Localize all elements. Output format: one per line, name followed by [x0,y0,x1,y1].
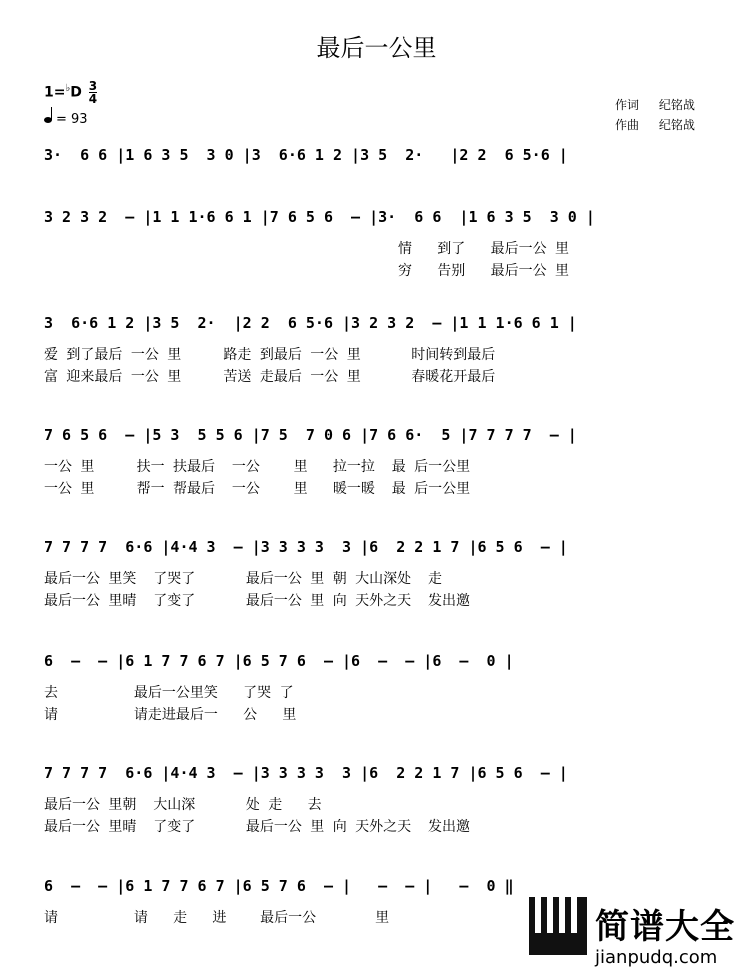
lyricist-name: 纪铭战 [658,98,695,112]
lyrics-verse-2: 请 请走进最后一 公 里 [44,707,297,723]
composer-label: 作曲 [615,118,640,132]
key-prefix: 1= [44,84,66,101]
lyrics-verse-1: 最后一公 里朝 大山深 处 走 去 [44,797,322,813]
notes: 7 7 7 7 6·6 |4·4 3 – |3 3 3 3 3 |6 2 2 1 7 |6 5 6 – | [44,538,568,556]
note-line [44,534,712,562]
note-line [44,204,712,232]
note-line [44,142,712,170]
lyrics-verse-1: 情 到了 最后一公 里 [44,241,570,257]
lyricist-credit [615,96,699,113]
tempo-marking [44,112,88,127]
note-line [44,648,712,676]
watermark-logo [523,889,753,979]
lyrics-verse-1: 最后一公 里笑 了哭了 最后一公 里 朝 大山深处 走 [44,571,443,587]
note-line [44,310,712,338]
lyrics-verse-1: 一公 里 扶一 扶最后 一公 里 拉一拉 最 后一公里 [44,459,471,475]
piano-keys-icon [529,897,587,955]
lyrics-verse-2: 穷 告别 最后一公 里 [44,263,570,279]
lyrics-verse-2: 最后一公 里晴 了变了 最后一公 里 向 天外之天 发出邀 [44,593,471,609]
lyrics-verse-2: 最后一公 里晴 了变了 最后一公 里 向 天外之天 发出邀 [44,819,471,835]
quarter-note-icon [44,117,52,123]
notes: 3· 6 6 |1 6 3 5 3 0 |3 6·6 1 2 |3 5 2· |2 2 6 5·6 | [44,146,568,164]
key-signature [44,80,97,105]
time-signature [89,80,97,105]
notes: 3 2 3 2 – |1 1 1·6 6 1 |7 6 5 6 – |3· 6 6 |1 6 3 5 3 0 | [44,208,595,226]
composer-name: 纪铭战 [658,118,695,132]
lyrics-verse-2: 富 迎来最后 一公 里 苦送 走最后 一公 里 春暖花开最后 [44,369,496,385]
flat-sign: ♭ [65,82,71,94]
note-line [44,760,712,788]
score-title: 最后一公里 [316,34,437,62]
notes: 7 6 5 6 – |5 3 5 5 6 |7 5 7 0 6 |7 6 6· 5 |7 7 7 7 – | [44,426,577,444]
note-line [44,422,712,450]
lyrics-verse-1: 去 最后一公里笑 了哭 了 [44,685,294,701]
time-numerator: 3 [88,79,98,93]
notes: 7 7 7 7 6·6 |4·4 3 – |3 3 3 3 3 |6 2 2 1 7 |6 5 6 – | [44,764,568,782]
notes: 6 – – |6 1 7 7 6 7 |6 5 7 6 – | – – | – 0 ‖ [44,877,514,895]
watermark-brand: 简谱大全 [595,907,735,947]
notes: 6 – – |6 1 7 7 6 7 |6 5 7 6 – |6 – – |6 – 0 | [44,652,514,670]
key-note: D [70,84,82,101]
lyricist-label: 作词 [615,98,640,112]
lyrics-verse-1: 爱 到了最后 一公 里 路走 到最后 一公 里 时间转到最后 [44,347,496,363]
watermark-url: jianpudq.com [595,947,718,968]
notes: 3 6·6 1 2 |3 5 2· |2 2 6 5·6 |3 2 3 2 – |1 1 1·6 6 1 | [44,314,577,332]
time-denominator: 4 [88,92,98,106]
composer-credit [615,116,699,133]
tempo-value: = 93 [56,112,88,127]
lyrics-verse-2: 一公 里 帮一 帮最后 一公 里 暖一暖 最 后一公里 [44,481,471,497]
lyrics-verse-1: 请 请 走 进 最后一公 里 [44,910,390,926]
